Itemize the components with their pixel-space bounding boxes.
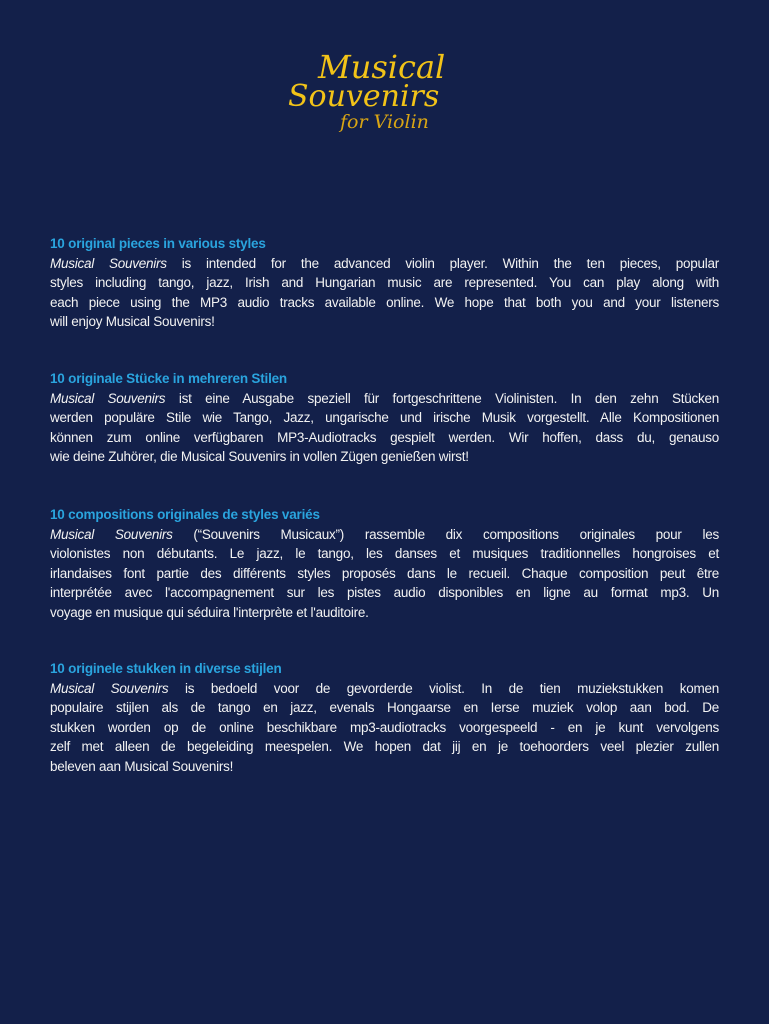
logo-line-1: Musical xyxy=(318,48,446,86)
title-italic: Musical Souvenirs xyxy=(50,680,169,696)
logo-line-2: Souvenirs xyxy=(288,79,440,114)
body-text: ist eine Ausgabe speziell für fortgeschrittene Violinisten. In den zehn Stücken xyxy=(165,390,719,406)
section-dutch xyxy=(50,659,719,776)
section-heading: 10 originele stukken in diverse stijlen xyxy=(50,661,282,676)
body-text: is bedoeld voor de gevorderde violist. In de tien muziekstukken komen xyxy=(168,680,720,696)
body-line xyxy=(50,679,719,699)
body-line: wie deine Zuhörer, die Musical Souvenirs in vollen Zügen genießen wirst! xyxy=(50,449,469,464)
section-french xyxy=(50,505,719,622)
body-line: populaire stijlen als de tango en jazz, evenals Hongaarse en Ierse muziek volop aan bod. De xyxy=(50,700,719,715)
body-line: violonistes non débutants. Le jazz, le tango, les danses et musiques traditionnelles hongroises et xyxy=(50,546,719,561)
section-heading: 10 compositions originales de styles variés xyxy=(50,507,320,522)
musical-souvenirs-logo xyxy=(280,40,490,135)
title-italic: Musical Souvenirs xyxy=(50,390,166,406)
logo-line-3: for Violin xyxy=(340,111,429,133)
section-german xyxy=(50,369,719,467)
body-line: interprétée avec l'accompagnement sur les pistes audio disponibles en ligne au format mp3. Un xyxy=(50,585,719,600)
body-line xyxy=(50,525,719,545)
body-line: irlandaises font partie des différents styles proposés dans le recueil. Chaque composition peut être xyxy=(50,565,719,581)
section-english xyxy=(50,234,719,332)
body-line: voyage en musique qui séduira l'interprète et l'auditoire. xyxy=(50,604,369,620)
body-line xyxy=(50,254,719,274)
body-text: is intended for the advanced violin player. Within the ten pieces, popular xyxy=(166,255,720,271)
body-line: styles including tango, jazz, Irish and Hungarian music are represented. You can play along with xyxy=(50,275,719,290)
body-line: beleven aan Musical Souvenirs! xyxy=(50,758,234,774)
section-heading: 10 originale Stücke in mehreren Stilen xyxy=(50,371,287,386)
body-text: (“Souvenirs Musicaux”) rassemble dix compositions originales pour les xyxy=(172,526,719,542)
body-line: each piece using the MP3 audio tracks available online. We hope that both you and your listeners xyxy=(50,294,719,310)
body-line: können zum online verfügbaren MP3-Audiotracks gespielt werden. Wir hoffen, dass du, genauso xyxy=(50,429,719,445)
body-line: stukken worden op de online beschikbare mp3-audiotracks voorgespeeld - en je kunt vervolgens xyxy=(50,719,719,735)
section-heading: 10 original pieces in various styles xyxy=(50,236,266,251)
body-line: werden populäre Stile wie Tango, Jazz, ungarische und irische Musik vorgestellt. Alle Kompositionen xyxy=(50,410,719,425)
body-line: will enjoy Musical Souvenirs! xyxy=(50,314,215,329)
body-line xyxy=(50,389,719,409)
body-line: zelf met alleen de begeleiding meespelen. We hopen dat jij en je toehoorders veel plezier zullen xyxy=(50,739,719,754)
title-italic: Musical Souvenirs xyxy=(50,255,167,271)
title-italic: Musical Souvenirs xyxy=(50,526,173,542)
